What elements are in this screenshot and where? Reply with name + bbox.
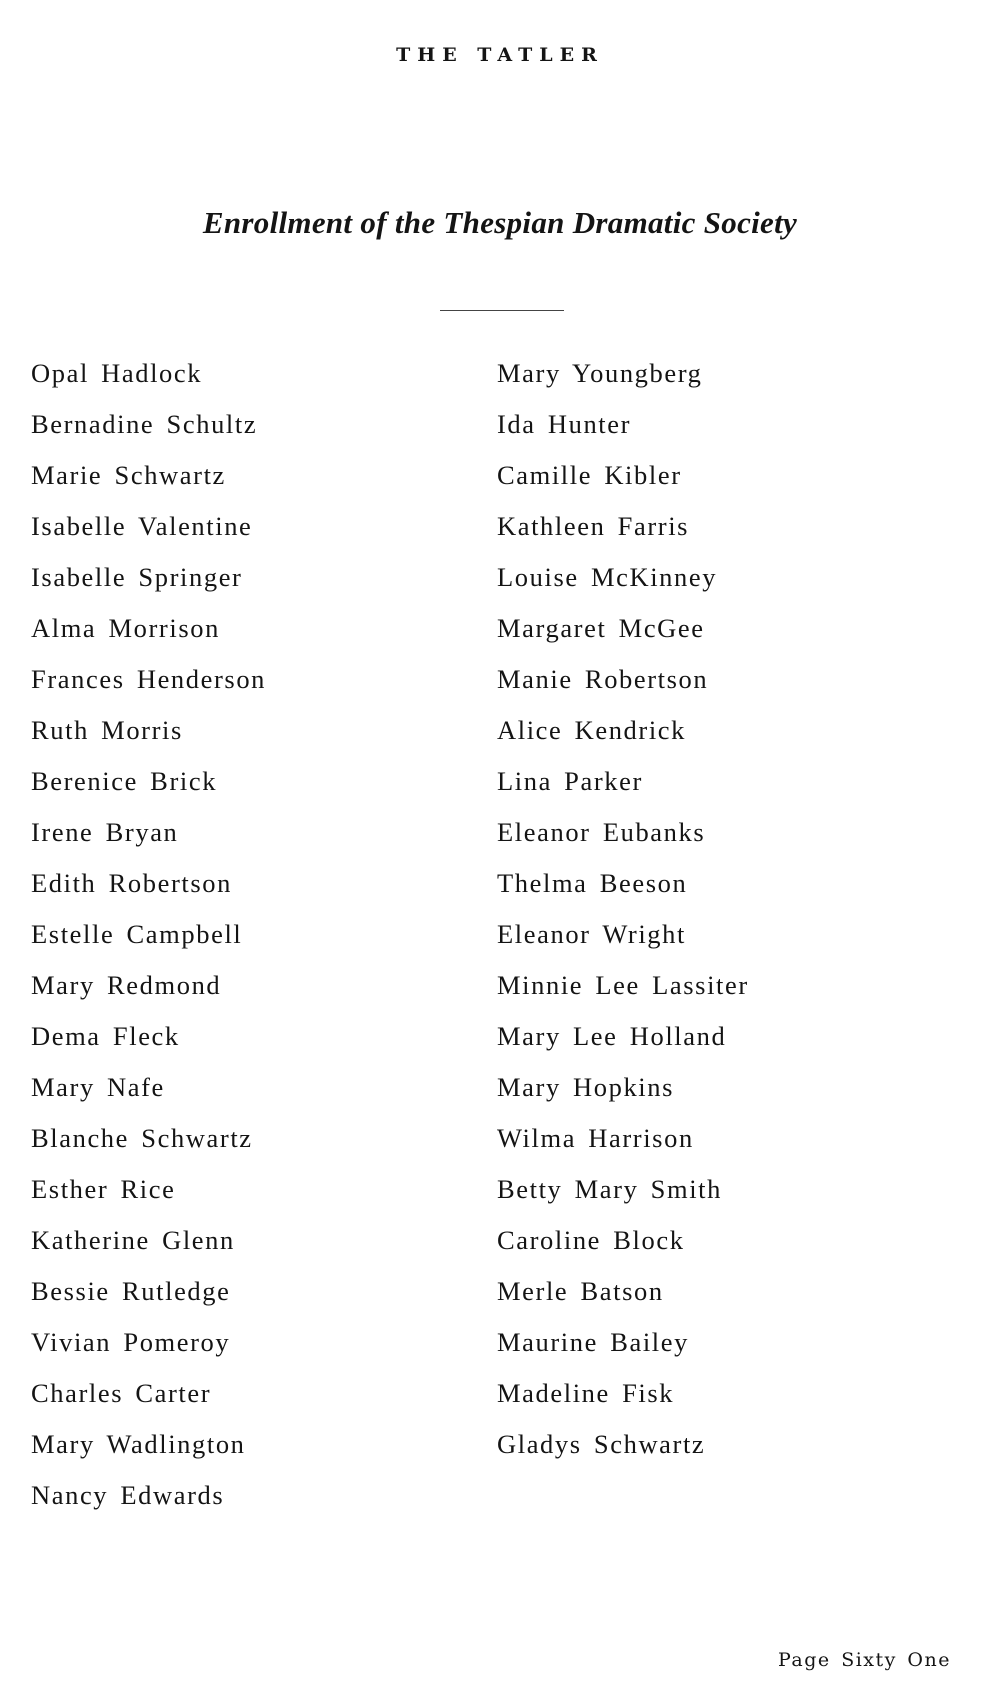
roster-left-column [31,348,266,1521]
title-divider [440,310,564,311]
roster-name: Alice Kendrick [497,715,687,745]
roster-name: Isabelle Valentine [31,511,253,541]
roster-name: Maurine Bailey [497,1327,689,1357]
roster-name: Bernadine Schultz [31,409,258,439]
page-title: Enrollment of the Thespian Dramatic Society [202,205,798,240]
roster-name: Mary Nafe [31,1072,165,1102]
roster-name: Wilma Harrison [497,1123,694,1153]
roster-name: Ida Hunter [497,409,632,439]
roster-name: Nancy Edwards [31,1480,225,1510]
roster-name: Mary Hopkins [497,1072,675,1102]
roster-name: Thelma Beeson [497,868,688,898]
roster-name: Caroline Block [497,1225,685,1255]
roster-name: Mary Youngberg [497,358,703,388]
roster-name: Betty Mary Smith [497,1174,722,1204]
roster-right-column [497,348,749,1470]
running-head: THE TATLER [396,44,604,66]
roster-name: Eleanor Wright [497,919,686,949]
roster-name: Lina Parker [497,766,643,796]
roster-name: Eleanor Eubanks [497,817,706,847]
roster-name: Vivian Pomeroy [31,1327,231,1357]
roster-name: Katherine Glenn [31,1225,235,1255]
roster-name: Berenice Brick [31,766,218,796]
roster-name: Charles Carter [31,1378,212,1408]
roster-name: Mary Wadlington [31,1429,246,1459]
roster-name: Esther Rice [31,1174,176,1204]
roster-name: Alma Morrison [31,613,220,643]
roster-name: Ruth Morris [31,715,183,745]
roster-name: Kathleen Farris [497,511,690,541]
roster-name: Louise McKinney [497,562,718,592]
roster-name: Bessie Rutledge [31,1276,231,1306]
roster-name: Isabelle Springer [31,562,243,592]
roster-name: Gladys Schwartz [497,1429,706,1459]
roster-name: Madeline Fisk [497,1378,675,1408]
roster-name: Frances Henderson [31,664,267,694]
roster-name: Irene Bryan [31,817,179,847]
roster-name: Manie Robertson [497,664,709,694]
roster-name: Dema Fleck [31,1021,180,1051]
roster-name: Margaret McGee [497,613,705,643]
roster-name: Marie Schwartz [31,460,226,490]
roster-name: Merle Batson [497,1276,664,1306]
roster-name: Blanche Schwartz [31,1123,253,1153]
roster-name: Edith Robertson [31,868,232,898]
roster-name: Minnie Lee Lassiter [497,970,749,1000]
roster-name: Mary Redmond [31,970,222,1000]
roster-name: Estelle Campbell [31,919,243,949]
roster-name: Opal Hadlock [31,358,203,388]
roster-name: Camille Kibler [497,460,682,490]
roster-name: Mary Lee Holland [497,1021,727,1051]
page-number: Page Sixty One [778,1649,951,1671]
